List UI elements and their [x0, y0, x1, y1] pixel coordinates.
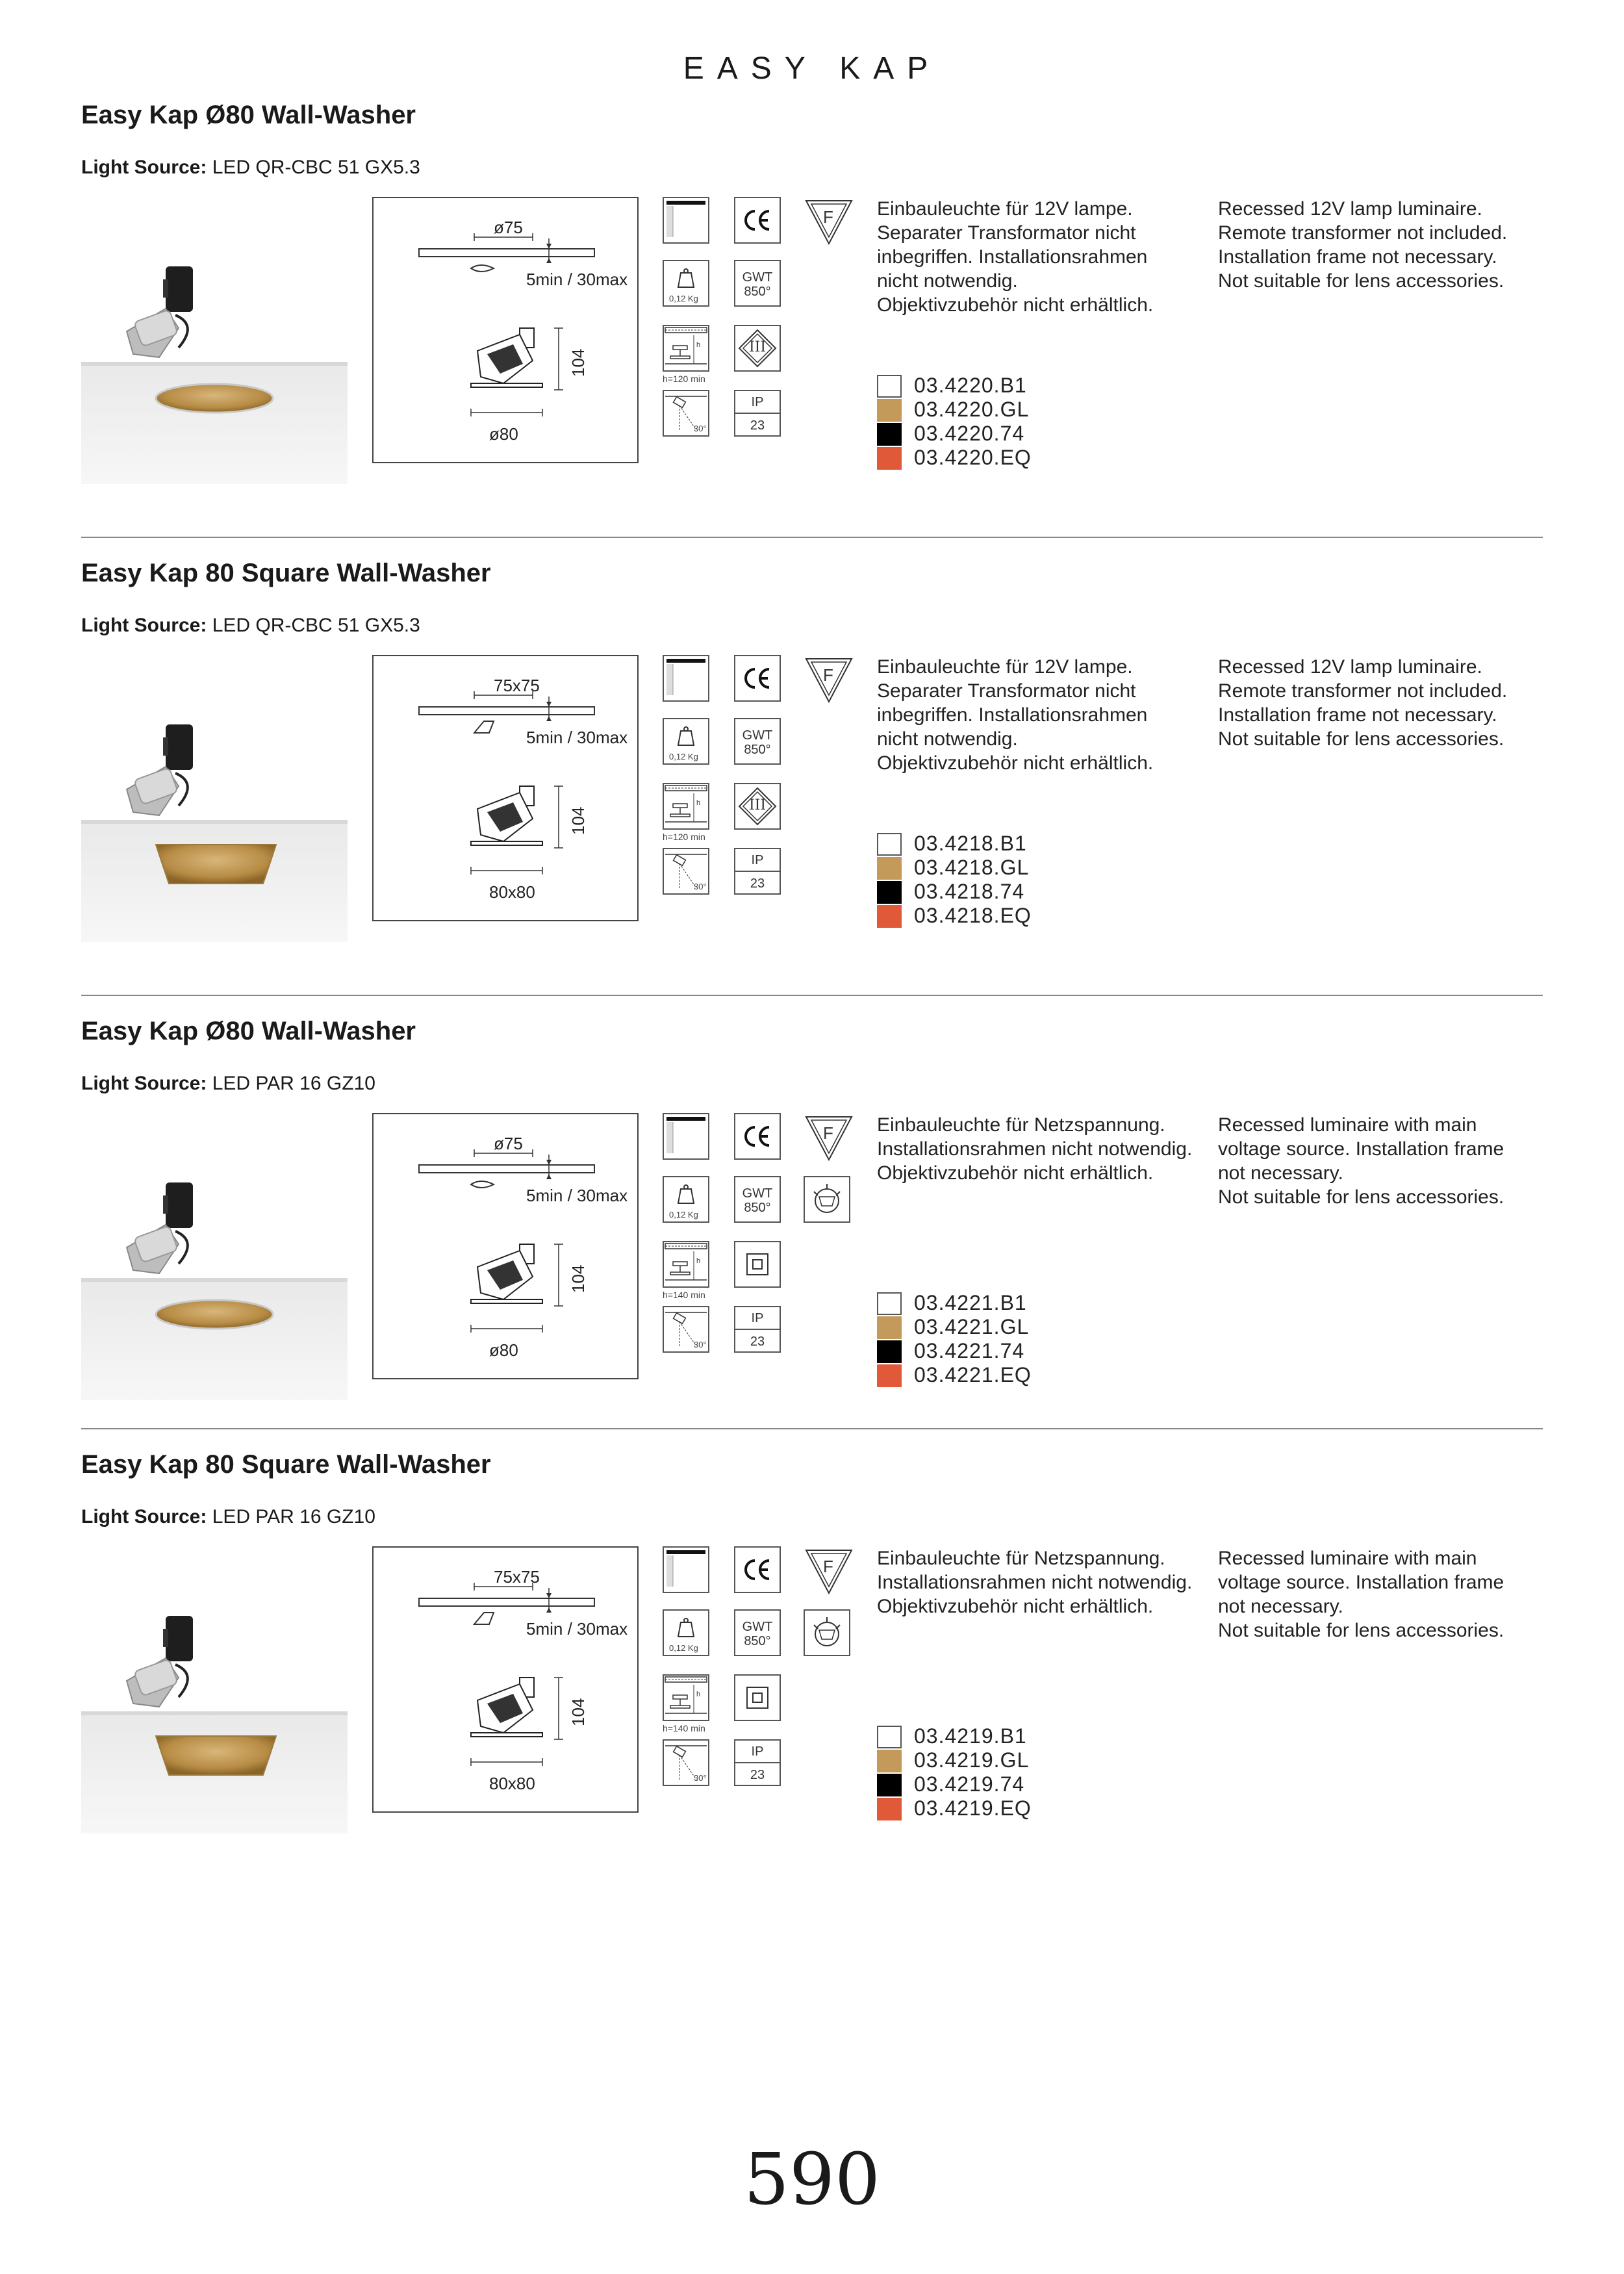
luminaire-photo-icon: [81, 218, 348, 484]
white-swatch: [877, 833, 902, 856]
black-swatch: [877, 881, 902, 904]
product-section: [81, 559, 1543, 1014]
weight-value: 0,12 Kg: [669, 1643, 698, 1653]
technical-drawing: [372, 197, 639, 463]
cut-dimension: 5min / 30max: [526, 728, 628, 747]
product-section: [81, 101, 1543, 556]
tilt-angle-value: 30°: [694, 1773, 707, 1783]
bottom-dimension: ø80: [489, 424, 518, 444]
light-source-label: Light Source:: [81, 1073, 207, 1094]
section-divider: [81, 1428, 1543, 1429]
section-divider: [81, 995, 1543, 996]
article-code: 03.4218.GL: [914, 856, 1030, 879]
cut-dimension: 5min / 30max: [526, 1186, 628, 1205]
white-swatch: [877, 1726, 902, 1748]
product-section: [81, 1450, 1543, 1905]
ip-value: 23: [750, 876, 765, 891]
light-source-label: Light Source:: [81, 157, 207, 178]
svg-text:h: h: [696, 1691, 701, 1698]
svg-text:F: F: [823, 1557, 833, 1576]
gold-swatch: [877, 399, 902, 422]
gwt-icon: [734, 718, 781, 765]
ip-label: IP: [751, 853, 764, 867]
cut-dimension: 5min / 30max: [526, 1619, 628, 1639]
installation-height-value: h=120 min: [663, 374, 705, 384]
installation-height-value: h=140 min: [663, 1290, 705, 1300]
description-german: Einbauleuchte für Netzspannung. Installationsrahmen nicht notwendig. Objektivzubehör nicht erhältlich.: [877, 1548, 1193, 1617]
article-code: 03.4218.EQ: [914, 904, 1032, 927]
product-photo: [81, 1567, 348, 1833]
protection-class-icon: [734, 325, 781, 372]
wall-washer-icon: [663, 1113, 709, 1160]
wall-washer-icon: [663, 1546, 709, 1593]
no-cover-icon: [804, 1609, 850, 1656]
description-english: Recessed luminaire with main voltage source. Installation frame not necessary. Not suitable for lens accessories.: [1218, 1548, 1504, 1641]
height-dimension: 104: [568, 806, 588, 835]
gwt-icon: [734, 260, 781, 307]
light-source-line: [81, 157, 420, 179]
description-english: Recessed 12V lamp luminaire. Remote transformer not included. Installation frame not necessary. Not suitable for lens accessories.: [1218, 198, 1508, 292]
description-german: Einbauleuchte für 12V lampe. Separater Transformator nicht inbegriffen. Installationsrahmen nicht notwendig. Objektivzubehör nicht erhältlich.: [877, 198, 1154, 316]
ce-mark-icon: [734, 1113, 781, 1160]
weight-icon: [663, 718, 709, 765]
f-mark-icon: [804, 1113, 854, 1164]
black-swatch: [877, 1340, 902, 1363]
gwt-label: GWT: [742, 270, 773, 285]
white-swatch: [877, 1292, 902, 1315]
weight-icon: [663, 1176, 709, 1223]
article-code: 03.4220.EQ: [914, 446, 1032, 469]
ip-value: 23: [750, 1335, 765, 1349]
top-dimension: ø75: [494, 218, 523, 237]
description-english: Recessed luminaire with main voltage source. Installation frame not necessary. Not suitable for lens accessories.: [1218, 1114, 1504, 1208]
light-source-value: LED QR-CBC 51 GX5.3: [212, 157, 420, 178]
svg-text:F: F: [823, 1123, 833, 1143]
description-german: Einbauleuchte für 12V lampe. Separater Transformator nicht inbegriffen. Installationsrahmen nicht notwendig. Objektivzubehör nicht erhältlich.: [877, 656, 1154, 774]
technical-drawing: [372, 1113, 639, 1379]
gold-swatch: [877, 857, 902, 880]
red-swatch: [877, 905, 902, 928]
height-dimension: 104: [568, 348, 588, 377]
ip-rating-icon: [734, 390, 781, 437]
ip-rating-icon: [734, 848, 781, 895]
light-source-value: LED PAR 16 GZ10: [212, 1073, 375, 1094]
article-code: 03.4219.EQ: [914, 1796, 1032, 1820]
product-photo: [81, 218, 348, 484]
height-dimension: 104: [568, 1698, 588, 1726]
product-title: Easy Kap Ø80 Wall-Washer: [81, 1017, 416, 1045]
light-source-value: LED PAR 16 GZ10: [212, 1506, 375, 1527]
ce-mark-icon: [734, 655, 781, 702]
ip-rating-icon: [734, 1739, 781, 1786]
light-source-line: [81, 1073, 375, 1095]
installation-height-icon: [663, 783, 709, 830]
top-dimension: ø75: [494, 1134, 523, 1153]
red-swatch: [877, 1364, 902, 1387]
product-photo: [81, 676, 348, 942]
f-mark-icon: [804, 655, 854, 706]
gwt-temp: 850°: [744, 1201, 771, 1215]
svg-text:h: h: [696, 341, 701, 349]
luminaire-photo-icon: [81, 1567, 348, 1833]
bottom-dimension: ø80: [489, 1340, 518, 1360]
weight-icon: [663, 260, 709, 307]
svg-text:F: F: [823, 207, 833, 227]
wall-washer-icon: [663, 197, 709, 244]
gold-swatch: [877, 1316, 902, 1339]
light-source-label: Light Source:: [81, 1506, 207, 1527]
red-swatch: [877, 1798, 902, 1820]
ip-rating-icon: [734, 1306, 781, 1353]
article-code: 03.4221.74: [914, 1339, 1025, 1362]
f-mark-icon: [804, 197, 854, 248]
white-swatch: [877, 375, 902, 398]
gwt-icon: [734, 1176, 781, 1223]
weight-value: 0,12 Kg: [669, 752, 698, 761]
light-source-label: Light Source:: [81, 615, 207, 636]
bottom-dimension: 80x80: [489, 882, 535, 902]
installation-height-icon: [663, 325, 709, 372]
ip-label: IP: [751, 395, 764, 409]
ip-label: IP: [751, 1311, 764, 1325]
article-code: 03.4219.GL: [914, 1748, 1030, 1772]
light-source-line: [81, 1506, 375, 1528]
height-dimension: 104: [568, 1264, 588, 1293]
gwt-label: GWT: [742, 728, 773, 743]
black-swatch: [877, 1774, 902, 1796]
black-swatch: [877, 423, 902, 446]
tilt-angle-value: 30°: [694, 882, 707, 891]
light-source-line: [81, 615, 420, 637]
gwt-temp: 850°: [744, 1634, 771, 1648]
protection-class-icon: [734, 1674, 781, 1721]
class-symbol: III: [748, 339, 767, 355]
article-code: 03.4218.B1: [914, 832, 1027, 855]
description-german: Einbauleuchte für Netzspannung. Installationsrahmen nicht notwendig. Objektivzubehör nicht erhältlich.: [877, 1114, 1193, 1184]
bottom-dimension: 80x80: [489, 1774, 535, 1793]
installation-height-value: h=140 min: [663, 1723, 705, 1733]
gwt-label: GWT: [742, 1186, 773, 1201]
product-title: Easy Kap 80 Square Wall-Washer: [81, 559, 491, 587]
article-code: 03.4218.74: [914, 880, 1025, 903]
ip-value: 23: [750, 1768, 765, 1782]
gwt-temp: 850°: [744, 743, 771, 757]
article-code: 03.4219.74: [914, 1772, 1025, 1796]
wall-washer-icon: [663, 655, 709, 702]
luminaire-photo-icon: [81, 1134, 348, 1400]
article-code: 03.4220.74: [914, 422, 1025, 445]
article-code: 03.4220.B1: [914, 374, 1027, 397]
tilt-angle-value: 30°: [694, 424, 707, 433]
protection-class-icon: [734, 783, 781, 830]
product-title: Easy Kap Ø80 Wall-Washer: [81, 101, 416, 129]
tilt-angle-icon: [663, 390, 709, 437]
page-number: 590: [744, 2138, 880, 2221]
article-code: 03.4220.GL: [914, 398, 1030, 421]
ip-label: IP: [751, 1744, 764, 1759]
ce-mark-icon: [734, 197, 781, 244]
article-code: 03.4219.B1: [914, 1724, 1027, 1748]
description-english: Recessed 12V lamp luminaire. Remote transformer not included. Installation frame not necessary. Not suitable for lens accessories.: [1218, 656, 1508, 750]
ip-value: 23: [750, 418, 765, 433]
protection-class-icon: [734, 1241, 781, 1288]
ce-mark-icon: [734, 1546, 781, 1593]
class-symbol: III: [748, 797, 767, 813]
no-cover-icon: [804, 1176, 850, 1223]
technical-drawing: [372, 655, 639, 921]
gold-swatch: [877, 1750, 902, 1772]
tilt-angle-icon: [663, 1739, 709, 1786]
f-mark-icon: [804, 1546, 854, 1597]
weight-icon: [663, 1609, 709, 1656]
svg-text:h: h: [696, 1257, 701, 1265]
article-code: 03.4221.GL: [914, 1315, 1030, 1338]
product-section: [81, 1017, 1543, 1472]
red-swatch: [877, 447, 902, 470]
installation-height-icon: [663, 1241, 709, 1288]
installation-height-icon: [663, 1674, 709, 1721]
luminaire-photo-icon: [81, 676, 348, 942]
svg-text:h: h: [696, 799, 701, 807]
top-dimension: 75x75: [494, 676, 540, 695]
product-title: Easy Kap 80 Square Wall-Washer: [81, 1450, 491, 1479]
article-code: 03.4221.B1: [914, 1291, 1027, 1314]
technical-drawing: [372, 1546, 639, 1813]
section-divider: [81, 537, 1543, 538]
weight-value: 0,12 Kg: [669, 294, 698, 303]
weight-value: 0,12 Kg: [669, 1210, 698, 1220]
top-dimension: 75x75: [494, 1567, 540, 1587]
cut-dimension: 5min / 30max: [526, 270, 628, 289]
installation-height-value: h=120 min: [663, 832, 705, 842]
tilt-angle-icon: [663, 1306, 709, 1353]
brand-title: EASY KAP: [683, 51, 941, 86]
gwt-icon: [734, 1609, 781, 1656]
svg-text:F: F: [823, 665, 833, 685]
product-photo: [81, 1134, 348, 1400]
light-source-value: LED QR-CBC 51 GX5.3: [212, 615, 420, 636]
tilt-angle-icon: [663, 848, 709, 895]
article-code: 03.4221.EQ: [914, 1363, 1032, 1386]
gwt-temp: 850°: [744, 285, 771, 299]
tilt-angle-value: 30°: [694, 1340, 707, 1349]
gwt-label: GWT: [742, 1620, 773, 1634]
